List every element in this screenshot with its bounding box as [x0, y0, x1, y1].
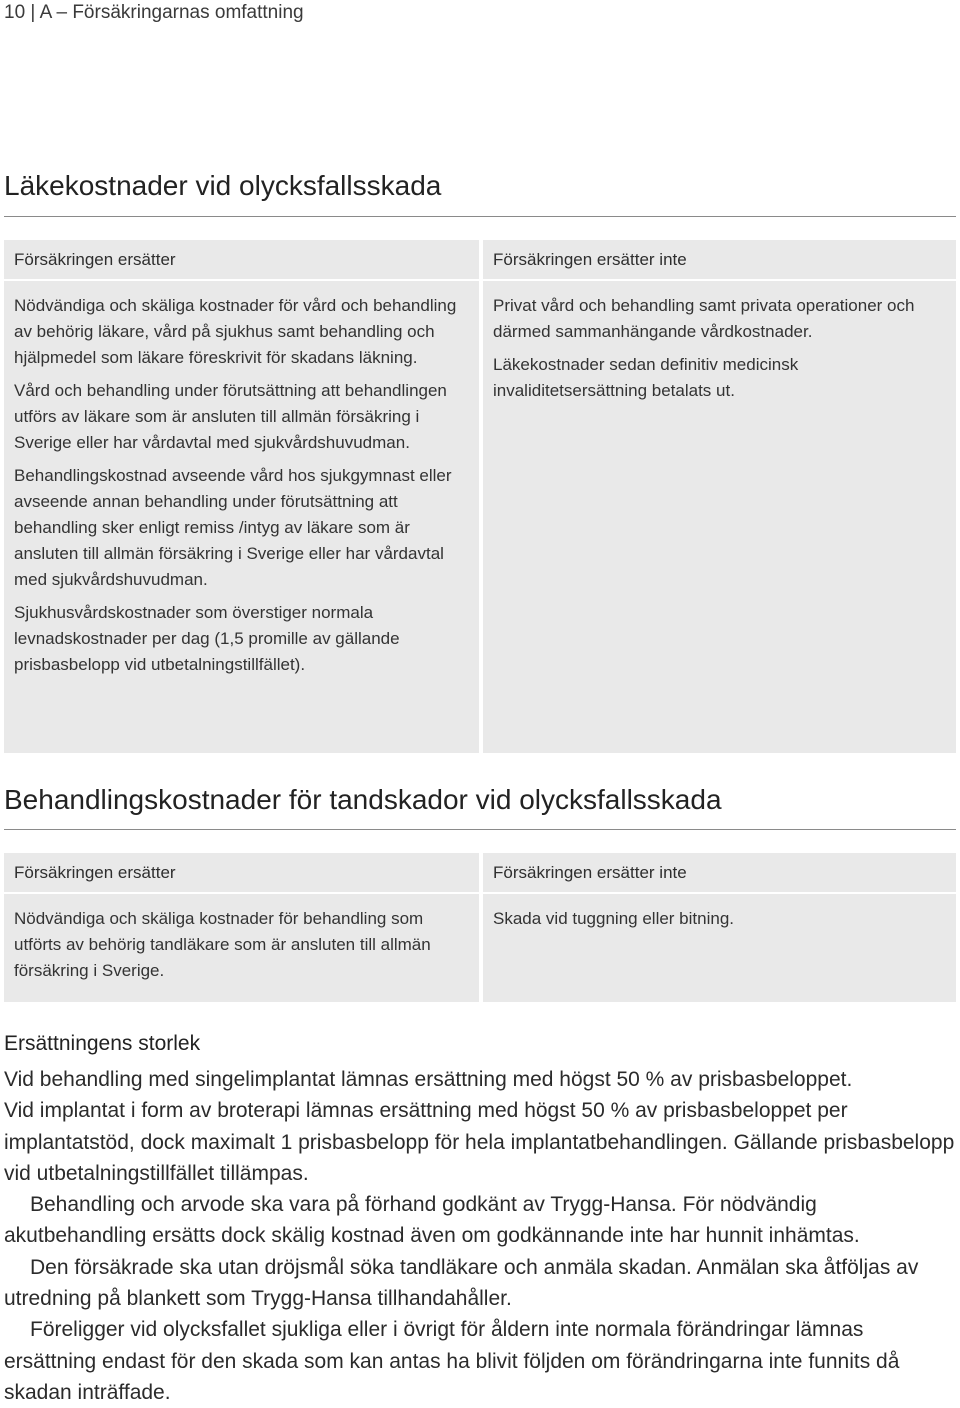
covered-paragraph: Sjukhusvårdskostnader som överstiger normala levnadskostnader per dag (1,5 promille av gällande prisbasbelopp vid utbetalningstillfället).	[14, 603, 400, 674]
covered-heading: Försäkringen ersätter	[4, 863, 479, 894]
covered-paragraph: Behandlingskostnad avseende vård hos sjukgymnast eller avseende annan behandling under förutsättning att behandling sker enligt remiss /intyg av läkare som är ansluten till allmän försäkring i Sverige eller har vårdavtal med sjukvårdshuvudman.	[14, 466, 452, 589]
section-title-medical-costs: Läkekostnader vid olycksfallsskada	[4, 170, 442, 201]
covered-column	[4, 240, 479, 753]
section-divider	[4, 216, 956, 217]
compensation-body	[4, 1064, 956, 1408]
body-paragraph: Vid implantat i form av broterapi lämnas ersättning med högst 50 % av prisbasbeloppet per implantatstöd, dock maximalt 1 prisbasbelopp för hela implantatbehandlingen. Gällande prisbasbelopp vid utbetalningstillfället tillämpas.	[4, 1099, 955, 1185]
section-divider	[4, 829, 956, 830]
body-paragraph: Behandling och arvode ska vara på förhand godkänt av Trygg-Hansa. För nödvändig akutbehandling ersätts dock skälig kostnad även om godkännande inte har hunnit inhämtas.	[4, 1193, 860, 1248]
section-title-dental-costs: Behandlingskostnader för tandskador vid olycksfallsskada	[4, 784, 722, 815]
body-paragraph: Den försäkrade ska utan dröjsmål söka tandläkare och anmäla skadan. Anmälan ska åtföljas av utredning på blankett som Trygg-Hansa tillhandahåller.	[4, 1255, 919, 1311]
not-covered-heading: Försäkringen ersätter inte	[483, 250, 956, 281]
not-covered-paragraph: Skada vid tuggning eller bitning.	[493, 909, 734, 928]
not-covered-column	[483, 853, 956, 1002]
not-covered-column	[483, 240, 956, 753]
not-covered-heading: Försäkringen ersätter inte	[483, 863, 956, 894]
body-paragraph: Föreligger vid olycksfallet sjukliga eller i övrigt för åldern inte normala förändringar lämnas ersättning endast för den skada som kan antas ha blivit följden om förändringarna inte funnits då skadan inträffade.	[4, 1318, 900, 1404]
not-covered-paragraph: Privat vård och behandling samt privata operationer och därmed sammanhängande vårdkostnader.	[493, 296, 915, 341]
subsection-title-compensation: Ersättningens storlek	[4, 1032, 201, 1055]
covered-heading: Försäkringen ersätter	[4, 250, 479, 281]
page-header: 10 | A – Försäkringarnas omfattning	[4, 2, 304, 23]
covered-column	[4, 853, 479, 1002]
covered-paragraph: Vård och behandling under förutsättning att behandlingen utförs av läkare som är ansluten till allmän försäkring i Sverige eller har vårdavtal med sjukvårdshuvudman.	[14, 381, 447, 452]
covered-paragraph: Nödvändiga och skäliga kostnader för behandling som utförts av behörig tandläkare som är ansluten till allmän försäkring i Sverige.	[14, 909, 431, 980]
not-covered-paragraph: Läkekostnader sedan definitiv medicinsk invaliditetsersättning betalats ut.	[493, 355, 799, 400]
body-paragraph: Vid behandling med singelimplantat lämnas ersättning med högst 50 % av prisbasbeloppet.	[4, 1068, 853, 1091]
covered-paragraph: Nödvändiga och skäliga kostnader för vård och behandling av behörig läkare, vård på sjukhus samt behandling och hjälpmedel som läkare föreskrivit för skadans läkning.	[14, 296, 457, 367]
